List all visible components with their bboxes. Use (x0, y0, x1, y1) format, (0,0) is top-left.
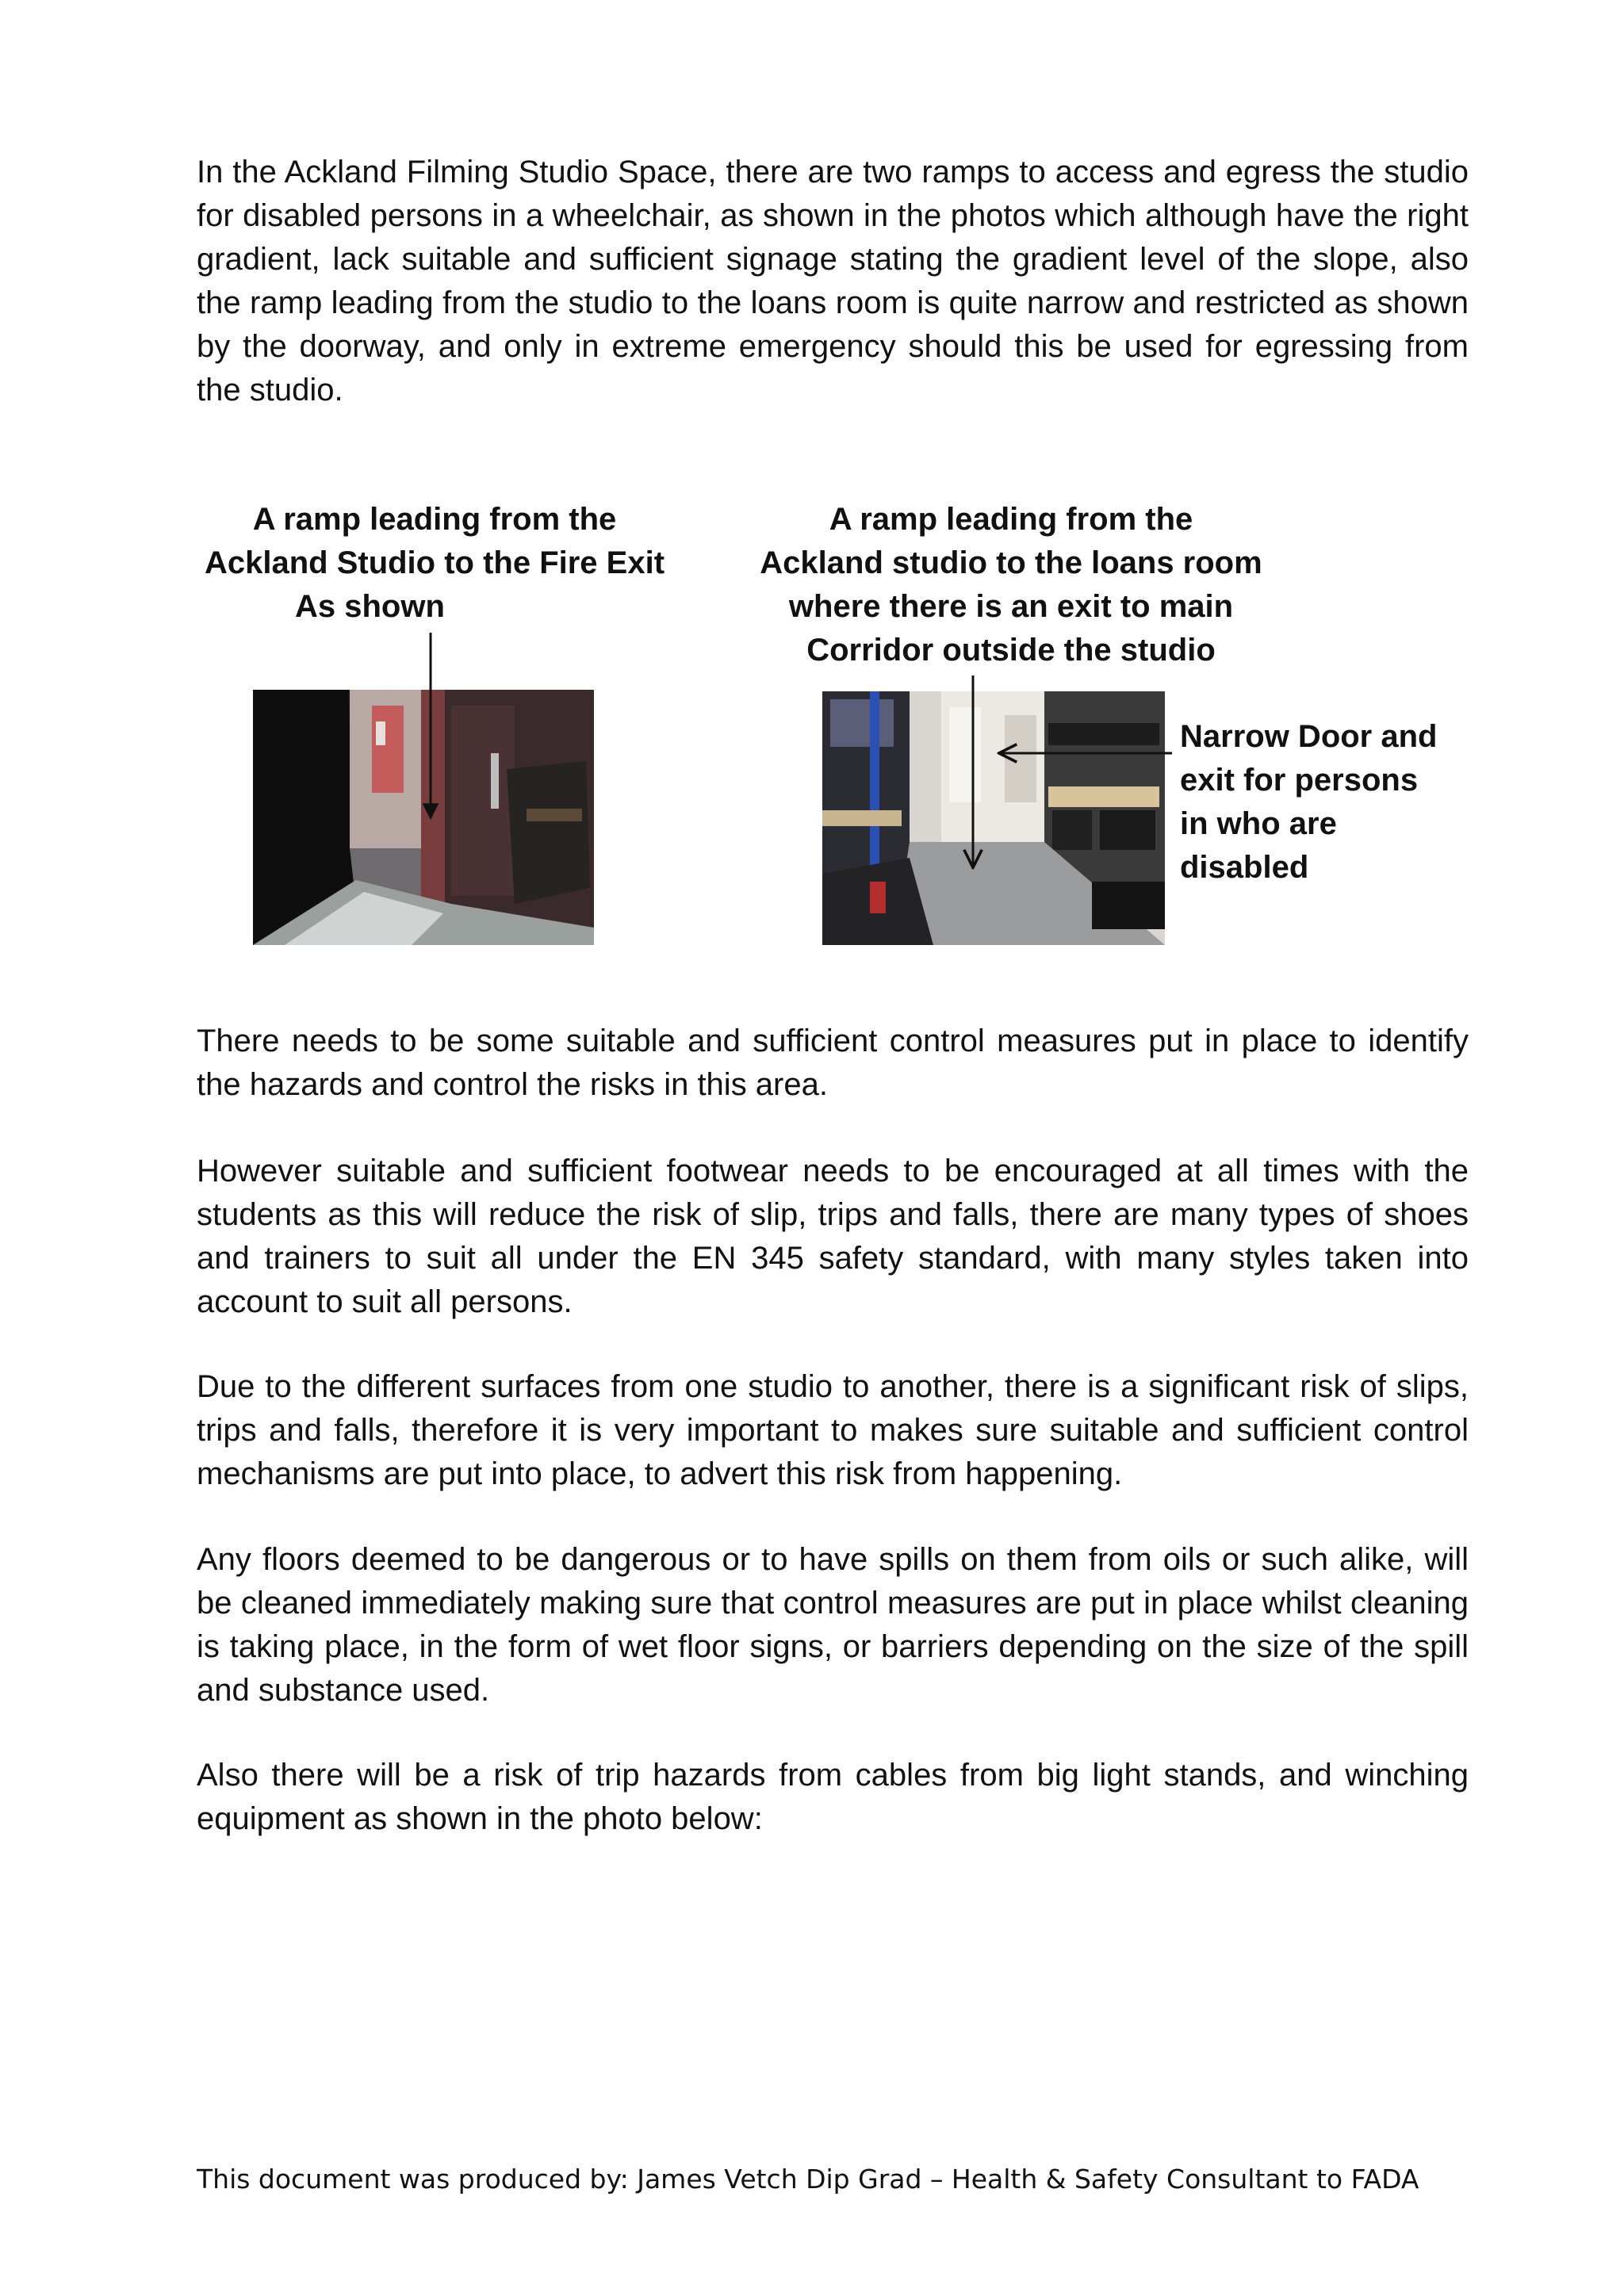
caption-line: in who are (1180, 806, 1337, 841)
caption-line: where there is an exit to main (788, 589, 1234, 624)
intro-paragraph: In the Ackland Filming Studio Space, there are two ramps to access and egress the studio for disabled persons in a wheelchair, as shown in the photos which although have the right gradient, lack suitable and sufficient signage stating the gradient level of the slope, also the ramp leading from the studio to the loans room is quite narrow and restricted as shown by the doorway, and only in extreme emergency should this be used for egressing from the studio. (197, 155, 1469, 408)
paragraph-control-measures: There needs to be some suitable and sufficient control measures put in place to identify the hazards and control the risks in this area. (197, 1024, 1469, 1102)
caption-line: exit for persons (1180, 763, 1419, 798)
paragraph-surfaces: Due to the different surfaces from one studio to another, there is a significant risk of slips, trips and falls, therefore it is very important to makes sure suitable and sufficient control mechanisms are put into place, to advert this risk from happening. (197, 1369, 1469, 1491)
caption-line: A ramp leading from the (829, 502, 1193, 537)
caption-line: As shown (295, 589, 445, 624)
paragraph-footwear: However suitable and sufficient footwear needs to be encouraged at all times with the students as this will reduce the risk of slip, trips and falls, there are many types of shoes and trainers to suit all under the EN 345 safety standard, with many styles taken into account to suit all persons. (197, 1154, 1469, 1319)
caption-line: disabled (1180, 850, 1309, 885)
caption-line: Corridor outside the studio (806, 633, 1216, 668)
loans-room-ramp-photo (822, 691, 1165, 945)
figure-right-caption (749, 498, 1273, 672)
document-footer: This document was produced by: James Vetch Dip Grad – Health & Safety Consultant to FADA (197, 2164, 1419, 2195)
caption-line: Ackland Studio to the Fire Exit (204, 545, 665, 580)
caption-line: Ackland studio to the loans room (760, 545, 1262, 580)
caption-line: Narrow Door and (1180, 719, 1438, 754)
fire-exit-ramp-photo (253, 690, 594, 945)
paragraph-trip-hazards: Also there will be a risk of trip hazards from cables from big light stands, and winching equipment as shown in the photo below: (197, 1758, 1469, 1836)
narrow-door-caption (1180, 715, 1437, 890)
paragraph-spills: Any floors deemed to be dangerous or to have spills on them from oils or such alike, will be cleaned immediately making sure that control measures are put in place whilst cleaning is taking place, in the form of wet floor signs, or barriers depending on the size of the spill and substance used. (197, 1542, 1469, 1708)
caption-line: A ramp leading from the (252, 502, 617, 537)
figure-left-caption (197, 498, 672, 629)
